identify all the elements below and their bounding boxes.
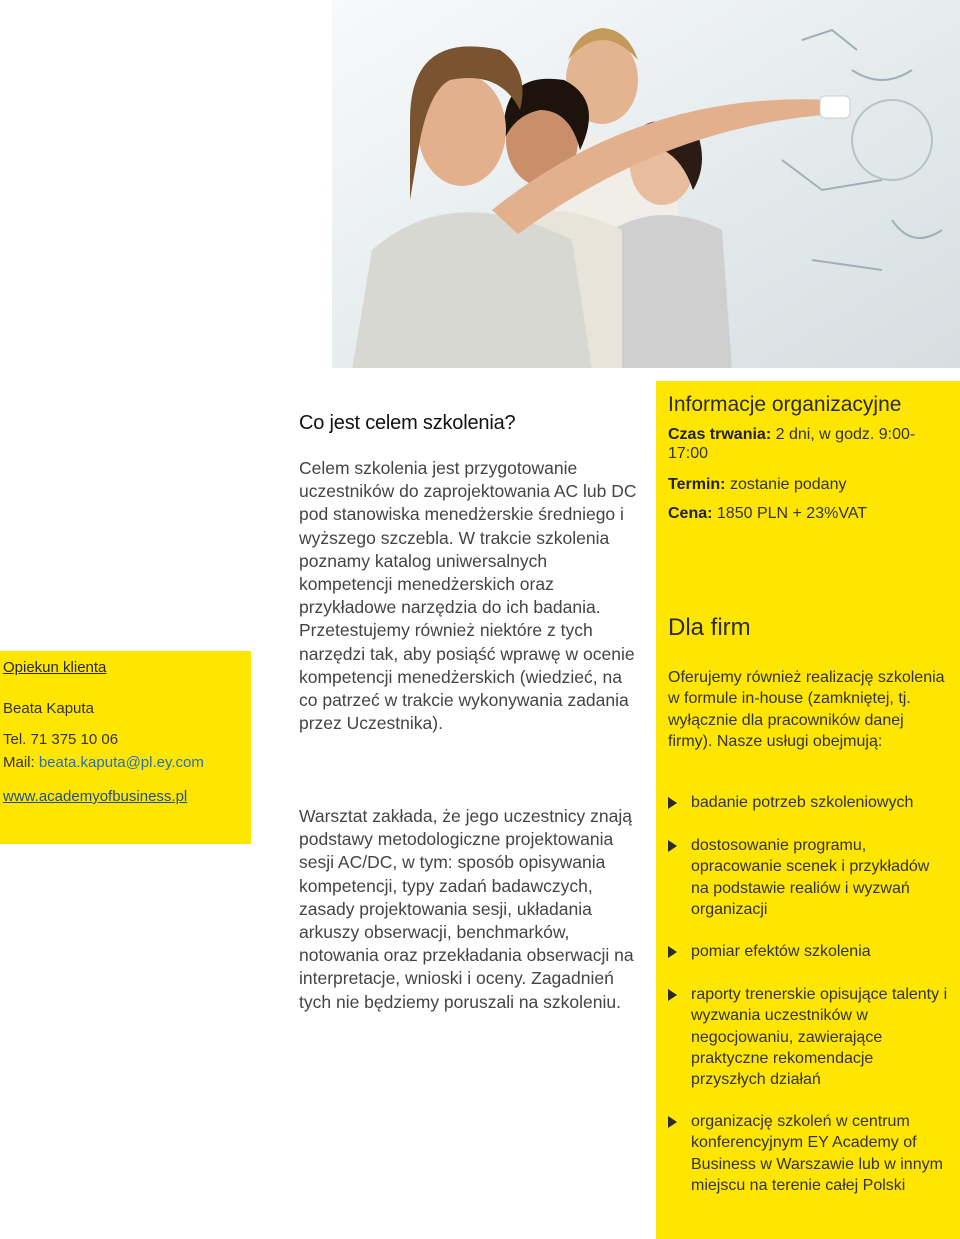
- main-content: [299, 412, 639, 1012]
- term-value: zostanie podany: [729, 476, 847, 493]
- website-link[interactable]: www.academyofbusiness.pl: [3, 788, 188, 805]
- mail-link[interactable]: beata.kaputa@pl.ey.com: [38, 754, 204, 771]
- duration-value: 2 dni, w godz. 9:00-17:00: [668, 426, 916, 462]
- firm-title: Dla firm: [668, 614, 751, 641]
- term-label: Termin:: [668, 476, 726, 493]
- section-heading: Co jest celem szkolenia?: [299, 412, 516, 434]
- list-item: pomiar efektów szkolenia: [668, 941, 948, 962]
- list-item: dostosowanie programu, opracowanie scenek i przykładów na podstawie realiów i wyzwań organizacji: [668, 835, 948, 920]
- prerequisites-paragraph: Warsztat zakłada, że jego uczestnicy znają podstawy metodologiczne projektowania sesji AC/DC, w tym: sposób opisywania kompetencji, typy zadań badawczych, zasady projektowania sesji, układania arkuszy obserwacji, benchmarków, notowania oraz przekładania obserwacji na interpretacje, wnioski i oceny. Zagadnień tych nie będziemy poruszali na szkoleniu.: [299, 806, 634, 1012]
- price-line: [668, 504, 948, 523]
- bullet-arrow-icon: [668, 840, 677, 852]
- duration-line: [668, 425, 948, 463]
- bullet-arrow-icon: [668, 989, 677, 1001]
- list-item: raporty trenerskie opisujące talenty i wyzwania uczestników w negocjowaniu, zawierające praktyczne rekomendacje przyszłych działań: [668, 984, 948, 1090]
- info-title: Informacje organizacyjne: [668, 393, 902, 416]
- list-item: badanie potrzeb szkoleniowych: [668, 792, 948, 813]
- firm-intro: Oferujemy również realizację szkolenia w formule in-house (zamkniętej, tj. wyłącznie dla pracowników danej firmy). Nasze usługi obejmują:: [668, 669, 945, 750]
- goal-paragraph: Celem szkolenia jest przygotowanie uczestników do zaprojektowania AC lub DC pod stanowiska menedżerskie średniego i wyższego szczebla. W trakcie szkolenia poznamy katalog uniwersalnych kompetencji menedżerskich oraz przykładowe narzędzia do ich badania. Przetestujemy również niektóre z tych narzędzi tak, aby posiąść wprawę w ocenie kompetencji menedżerskich (wiedzieć, na co patrzeć w trakcie wykonywania zadania przez Uczestnika).: [299, 458, 637, 734]
- duration-label: Czas trwania:: [668, 426, 772, 443]
- info-panel: [656, 381, 960, 1239]
- bullet-arrow-icon: [668, 946, 677, 958]
- bullet-arrow-icon: [668, 797, 677, 809]
- mail-label: Mail:: [3, 754, 39, 771]
- hero-photo: [332, 0, 960, 368]
- contact-name: Beata Kaputa: [3, 700, 94, 717]
- contact-box: [0, 651, 251, 844]
- bullet-arrow-icon: [668, 1116, 677, 1128]
- contact-phone: Tel. 71 375 10 06: [3, 731, 119, 748]
- contact-title: Opiekun klienta: [3, 659, 107, 676]
- contact-mail: [3, 754, 204, 771]
- list-item: organizację szkoleń w centrum konferencyjnym EY Academy of Business w Warszawie lub w innym miejscu na terenie całej Polski: [668, 1111, 948, 1196]
- term-line: [668, 475, 948, 494]
- price-value: 1850 PLN + 23%VAT: [716, 505, 868, 522]
- price-label: Cena:: [668, 505, 713, 522]
